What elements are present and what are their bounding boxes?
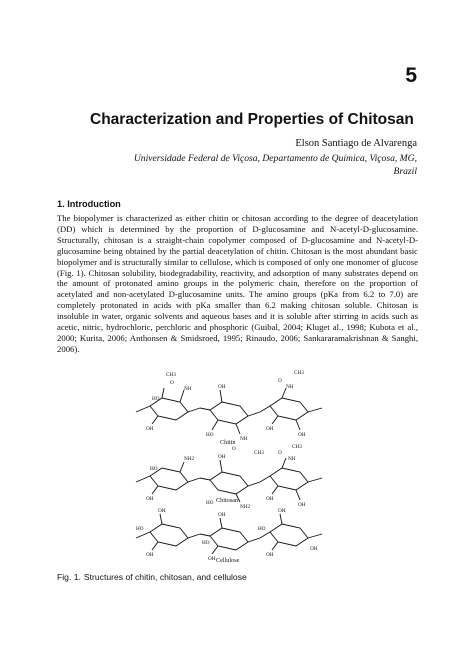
atom-label: OH bbox=[146, 426, 154, 432]
chapter-number: 5 bbox=[405, 64, 417, 87]
atom-label: OH bbox=[208, 556, 216, 562]
molecule-name-chitin: Chitin bbox=[220, 439, 236, 446]
affiliation-line-2: Brazil bbox=[393, 166, 417, 177]
figure-caption bbox=[57, 572, 250, 582]
atom-label: OH bbox=[310, 546, 318, 552]
atom-label: O bbox=[170, 380, 174, 386]
atom-label: OH bbox=[218, 384, 226, 390]
atom-label: CH3 bbox=[254, 450, 264, 456]
atom-label: OH bbox=[298, 432, 306, 438]
atom-label: HO bbox=[206, 432, 214, 438]
author-affiliation bbox=[117, 152, 417, 178]
atom-label: OH bbox=[218, 512, 226, 518]
molecule-name-cellulose: Cellulose bbox=[216, 557, 240, 563]
author-name: Elson Santiago de Alvarenga bbox=[295, 138, 417, 149]
chemical-structures bbox=[130, 368, 360, 563]
atom-label: O bbox=[232, 446, 236, 452]
chitosan-structure bbox=[136, 458, 322, 502]
atom-label: OH bbox=[266, 496, 274, 502]
atom-label: OH bbox=[266, 552, 274, 558]
atom-label: OH bbox=[298, 502, 306, 508]
atom-label: HO bbox=[152, 396, 160, 402]
atom-label: NH bbox=[286, 384, 294, 390]
atom-label: OH bbox=[158, 508, 166, 514]
figure-caption-label: Fig. 1. bbox=[57, 572, 81, 582]
atom-label: HO bbox=[202, 540, 210, 546]
atom-label: NH bbox=[240, 436, 248, 442]
atom-label: HO bbox=[150, 466, 158, 472]
atom-label: HO bbox=[206, 500, 214, 506]
atom-label: O bbox=[278, 378, 282, 384]
atom-label: HO bbox=[258, 526, 266, 532]
atom-label: NH bbox=[288, 456, 296, 462]
atom-label: OH bbox=[278, 508, 286, 514]
atom-label: CH3 bbox=[294, 370, 304, 376]
atom-label: OH bbox=[266, 426, 274, 432]
atom-label: OH bbox=[146, 496, 154, 502]
cellulose-structure bbox=[136, 514, 322, 554]
atom-label: NH2 bbox=[184, 456, 195, 462]
atom-label: OH bbox=[218, 454, 226, 460]
chitin-structure bbox=[136, 388, 322, 434]
section-heading: 1. Introduction bbox=[57, 199, 121, 209]
atom-label: CH3 bbox=[292, 444, 302, 450]
atom-label: NH2 bbox=[240, 504, 251, 510]
atom-label: CH3 bbox=[166, 372, 176, 378]
atom-label: O bbox=[278, 450, 282, 456]
atom-label: OH bbox=[146, 552, 154, 558]
atom-label: NH bbox=[184, 386, 192, 392]
figure-caption-text: Structures of chitin, chitosan, and cellulose bbox=[83, 572, 247, 582]
structure-figure bbox=[130, 368, 360, 563]
atom-label: HO bbox=[136, 526, 144, 532]
molecule-name-chitosan: Chitosan bbox=[216, 497, 239, 504]
intro-paragraph: The biopolymer is characterized as either chitin or chitosan according to the degree of deacetylation (DD) which is determined by the proportion of D-glucosamine and N-acetyl-D-glucosamine. Structurally, chitosan is a straight-chain copolymer composed of D-glucosamine and N-acetyl-D-glucosamine being obtained by the partial deacetylation of chitin. Chitosan is the most abundant basic biopolymer and is structurally similar to cellulose, which is composed of only one monomer of glucose (Fig. 1). Chitosan solubility, biodegradability, reactivity, and adsorption of many substrates depend on the amount of protonated amino groups in the polymeric chain, therefore on the proportion of acetylated and non-acetylated D-glucosamine units. The amino groups (pKa from 6.2 to 7.0) are completely protonated in acids with pKa smaller than 6.2 making chitosan soluble. Chitosan is insoluble in water, organic solvents and aqueous bases and it is soluble after stirring in acids such as acetic, nitric, hydrochloric, perchloric and phosphoric (Guibal, 2004; Kluget al., 1998; Kubota et al., 2000; Kurita, 2006; Anthonsen & Smidsroed, 1995; Rinaudo, 2006; Sankararamakrishnan & Sanghi, 2006). bbox=[57, 213, 418, 354]
chapter-title: Characterization and Properties of Chitosan bbox=[90, 111, 414, 128]
affiliation-line-1: Universidade Federal de Viçosa, Departamento de Química, Viçosa, MG, bbox=[133, 153, 417, 164]
